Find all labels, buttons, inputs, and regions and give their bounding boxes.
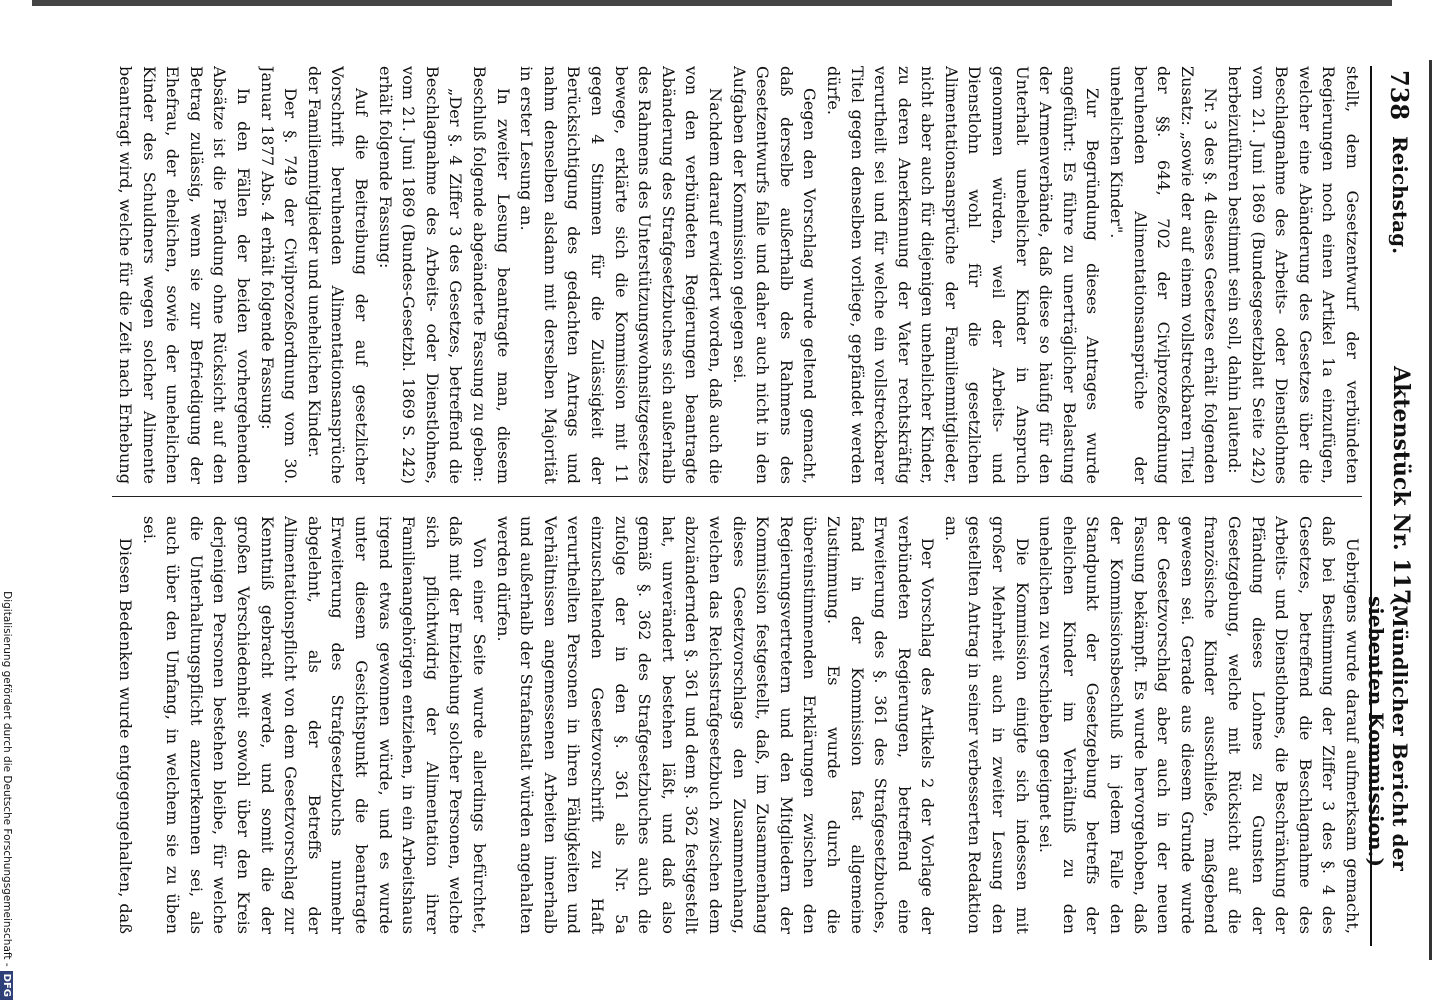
page-header <box>1364 66 1424 946</box>
paragraph: Gegen den Vorschlag wurde geltend gemacht, daß derselbe außerhalb des Rahmens des Gesetzentwurfs falle und daher auch nicht in den Aufgaben der Kommission gelegen sei. <box>729 66 820 484</box>
header-left-title: Reichstag. <box>1388 136 1412 255</box>
digitization-note: Digitalisierung gefördert durch die Deutsche Forschungsgemeinschaft - <box>1 591 13 967</box>
paragraph: Die Kommission einigte sich indessen mit großer Mehrheit auch in zweiter Lesung den gestellten Antrag in seiner verbesserten Redaktion an. <box>941 516 1032 934</box>
text-column-right <box>114 516 1364 934</box>
paragraph: Der Vorschlag des Artikels 2 der Vorlage der verbündeten Regierungen, betreffend eine Erweiterung des §. 361 des Strafgesetzbuches, fand in der Kommission fast allgemeine Zustimmung. Es wurde durch die übereinstimmenden Erklärungen zwischen den Regierungsvertretern und den Mitgliedern der Kommission festgestellt, daß, im Zusammenhang dieses Gesetzvorschlags den Zusammenhang, welchen das Reichsstrafgesetzbuch zwischen dem abzuändernden §. 361 und dem §. 362 festgestellt hat, unverändert bestehen läßt, und daß also gemäß §. 362 des Strafgesetzbuches auch die zufolge der in den §. 361 als Nr. 5a einzuschaltenden Gesetzvorschrift zu Haft verurtheilten Personen in ihren Fähigkeiten und Verhältnissen angemessenen Arbeiten innerhalb und außerhalb der Strafanstalt würden angehalten werden dürfen. <box>493 516 938 934</box>
paragraph: Von einer Seite wurde allerdings befürchtet, daß mit der Entziehung solcher Personen, welche sich pflichtwidrig der Alimentation ihrer Familienangehörigen entziehen, in ein Arbeitshaus irgend etwas gewonnen würde, und es wurde unter diesem Gesichtspunkt die beantragte Erweiterung des Strafgesetzbuchs nunmehr abgelehnt, als der Betreffs der Alimentationspflicht von dem Gesetzvorschlag zur Kenntniß gebracht werde, und somit die der großen Verschiedenheit sowohl über den Kreis derjenigen Personen bestehen bleibe, für welche die Unterhaltungspflicht anzuerkennen sei, als auch über den Umfang, in welchem sie zu üben sei. <box>139 516 490 934</box>
paragraph: stellt, dem Gesetzentwurf der verbündeten Regierungen noch einen Artikel 1a einzufügen, welcher eine Abänderung des Gesetzes über die Beschlagnahme des Arbeits- oder Dienstlohnes vom 21. Juni 1869 (Bundesgesetzblatt Seite 242) herbeizuführen bestimmt sein soll, dahin lautend: <box>1225 66 1362 484</box>
paragraph: Diesen Bedenken wurde entgegengehalten, daß <box>116 538 136 934</box>
paragraph: Nachdem darauf erwidert worden, daß auch die von den verbündeten Regierungen beantragte Abänderung des Strafgesetzbuches sich außerhalb des Rahmens des Unterstützungswohnsitzgesetzes bewege, erklärte sich die Kommission mit 11 gegen 4 Stimmen für die Zulässigkeit der Berücksichtigung des gedachten Antrags und nahm denselben alsdann mit derselben Majorität in erster Lesung an. <box>517 66 725 484</box>
paragraph: In zweiter Lesung beantragte man, diesem Beschluß folgende abgeänderte Fassung zu geben: <box>470 66 513 484</box>
paragraph: Nr. 3 des §. 4 dieses Gesetzes erhält folgenden Zusatz: „sowie der auf einem vollstreckbaren Titel der §§. 644, 702 der Civilprozeßordnung beruhenden Alimentationsansprüche der unehelichen Kinder". <box>1107 66 1221 484</box>
paragraph: In den Fällen der beiden vorhergehenden Absätze ist die Pfändung ohne Rücksicht auf den Betrag zulässig, wenn sie zur Befriedigung der Ehefrau, der ehelichen, sowie der unehelichen Kinder des Schuldners wegen solcher Alimente beantragt wird, welche für die Zeit nach Erhebung <box>116 66 254 484</box>
paragraph: Uebrigens wurde darauf aufmerksam gemacht, daß bei Bestimmung der Ziffer 3 des §. 4 des Gesetzes, betreffend die Beschlagnahme des Arbeits- und Dienstlohnes, die Beschränkung der Pfändung dieses Lohnes zu Gunsten der Gesetzgebung, welche mit Rücksicht auf die französische Kinder ausschließe, maßgebend gewesen sei. Gerade aus diesem Grunde wurde der Gesetzvorschlag aber auch in der neuen Fassung bekämpft. Es wurde hervorgehoben, daß der Kommissionsbeschluß in jedem Falle den Standpunkt der Gesetzgebung betreffs der ehelichen Kinder im Verhältniß zu den unehelichen zu verschieben geeignet sei. <box>1036 516 1362 934</box>
header-document-number: Aktenstück Nr. 117. <box>1388 366 1414 612</box>
digitization-credit <box>0 0 14 1000</box>
paragraph: Der §. 749 der Civilprozeßordnung vom 30. Januar 1877 Abs. 4 erhält folgende Fassung: <box>257 66 301 484</box>
paragraph: Auf die Beitreibung der auf gesetzlicher Vorschrift beruhenden Alimentationsansprüche der Familienmitglieder und unehelichen Kinder. <box>304 66 372 484</box>
column-divider <box>112 496 1362 497</box>
dfg-logo: DFG <box>0 971 13 1000</box>
paragraph: „Der §. 4 Ziffer 3 des Gesetzes, betreffend die Beschlagnahme des Arbeits- oder Dienstlohnes, vom 21. Juni 1869 (Bundes-Gesetzbl. 1869 S. 242) erhält folgende Fassung: <box>375 66 466 484</box>
text-column-left <box>114 66 1364 484</box>
header-report-title: (Mündlicher Bericht der siebenten Kommission.) <box>1364 596 1412 871</box>
scan-edge <box>32 0 1392 6</box>
paragraph: Zur Begründung dieses Antrages wurde angeführt: Es führe zu unerträglicher Belastung der Armenverbände, daß diese so häufig für den Unterhalt unehelicher Kinder in Anspruch genommen würden, weil der Arbeits- und Dienstlohn wohl für die gesetzlichen Alimentationsansprüche der Familienmitglieder, nicht aber auch für diejenigen unehelicher Kinder, zu deren Anerkennung der Vater rechtskräftig verurtheilt sei und für welche ein vollstreckbarer Titel gegen denselben vorliege, gepfändet werden dürfe. <box>823 66 1103 484</box>
page-number: 738 <box>1385 70 1414 121</box>
